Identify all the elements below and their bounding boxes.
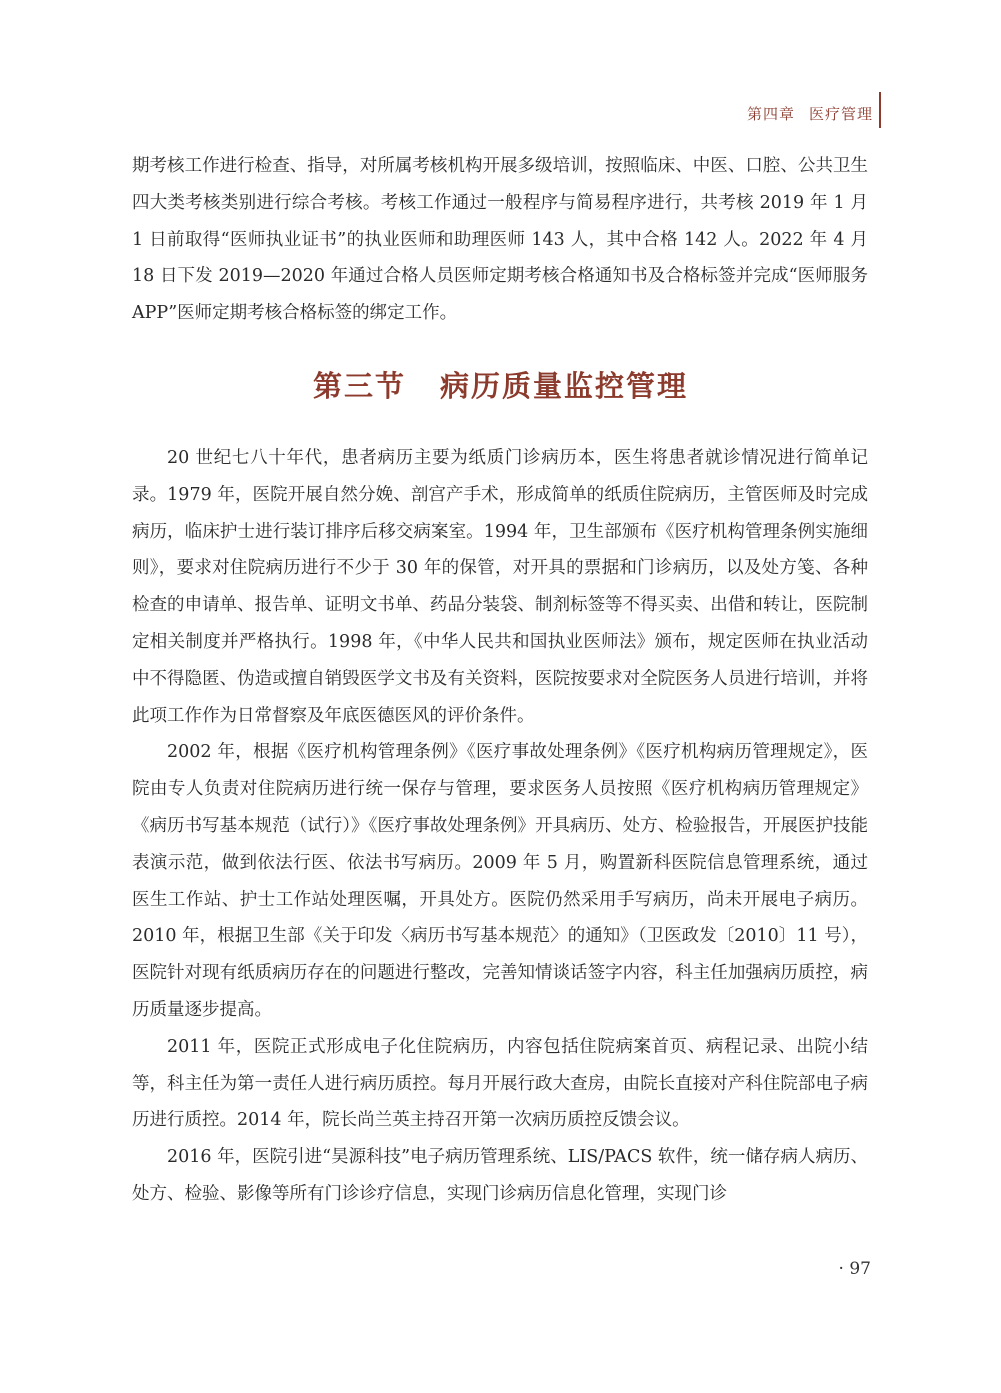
intro-text-block <box>132 148 868 332</box>
header-rule <box>879 92 881 128</box>
chapter-number: 第四章 <box>746 104 795 123</box>
chapter-title: 医疗管理 <box>808 104 873 123</box>
paragraph-2: 2002 年，根据《医疗机构管理条例》《医疗事故处理条例》《医疗机构病历管理规定》，医院由专人负责对住院病历进行统一保存与管理，要求医务人员按照《医疗机构病历管理规定》《病历书写基本规范（试行）》《医疗事故处理条例》开具病历、处方、检验报告，开展医护技能表演示范，做到依法行医、依法书写病历。2009 年 5 月，购置新科医院信息管理系统，通过医生工作站、护士工作站处理医嘱，开具处方。医院仍然采用手写病历，尚未开展电子病历。2010 年，根据卫生部《关于印发〈病历书写基本规范〉的通知》（卫医政发〔2010〕11 号），医院针对现有纸质病历存在的问题进行整改，完善知情谈话签字内容，科主任加强病历质控，病历质量逐步提高。 <box>132 742 868 1020</box>
main-text-block <box>132 440 868 1213</box>
section-heading <box>0 364 1001 405</box>
paragraph-4: 2016 年，医院引进“昊源科技”电子病历管理系统、LIS/PACS 软件，统一储存病人病历、处方、检验、影像等所有门诊诊疗信息，实现门诊病历信息化管理，实现门诊 <box>132 1147 868 1204</box>
section-number: 第三节 <box>312 369 406 403</box>
running-header <box>747 96 873 130</box>
intro-paragraph: 期考核工作进行检查、指导，对所属考核机构开展多级培训，按照临床、中医、口腔、公共卫生四大类考核类别进行综合考核。考核工作通过一般程序与简易程序进行，共考核 2019 年 1 月 1 日前取得“医师执业证书”的执业医师和助理医师 143 人，其中合格 142 人。2022 年 4 月 18 日下发 2019—2020 年通过合格人员医师定期考核合格通知书及合格标签并完成“医师服务 APP”医师定期考核合格标签的绑定工作。 <box>132 156 868 324</box>
paragraph-3: 2011 年，医院正式形成电子化住院病历，内容包括住院病案首页、病程记录、出院小结等，科主任为第一责任人进行病历质控。每月开展行政大查房，由院长直接对产科住院部电子病历进行质控。2014 年，院长尚兰英主持召开第一次病历质控反馈会议。 <box>132 1036 868 1131</box>
section-title: 病历质量监控管理 <box>440 369 689 403</box>
paragraph-1: 20 世纪七八十年代，患者病历主要为纸质门诊病历本，医生将患者就诊情况进行简单记录。1979 年，医院开展自然分娩、剖宫产手术，形成简单的纸质住院病历，主管医师及时完成病历，临床护士进行装订排序后移交病案室。1994 年，卫生部颁布《医疗机构管理条例实施细则》，要求对住院病历进行不少于 30 年的保管，对开具的票据和门诊病历，以及处方笺、各种检查的申请单、报告单、证明文书单、药品分装袋、制剂标签等不得买卖、出借和转让，医院制定相关制度并严格执行。1998 年，《中华人民共和国执业医师法》颁布，规定医师在执业活动中不得隐匿、伪造或擅自销毁医学文书及有关资料，医院按要求对全院医务人员进行培训，并将此项工作作为日常督察及年底医德医风的评价条件。 <box>132 448 868 726</box>
page-number: · 97 <box>838 1259 871 1279</box>
